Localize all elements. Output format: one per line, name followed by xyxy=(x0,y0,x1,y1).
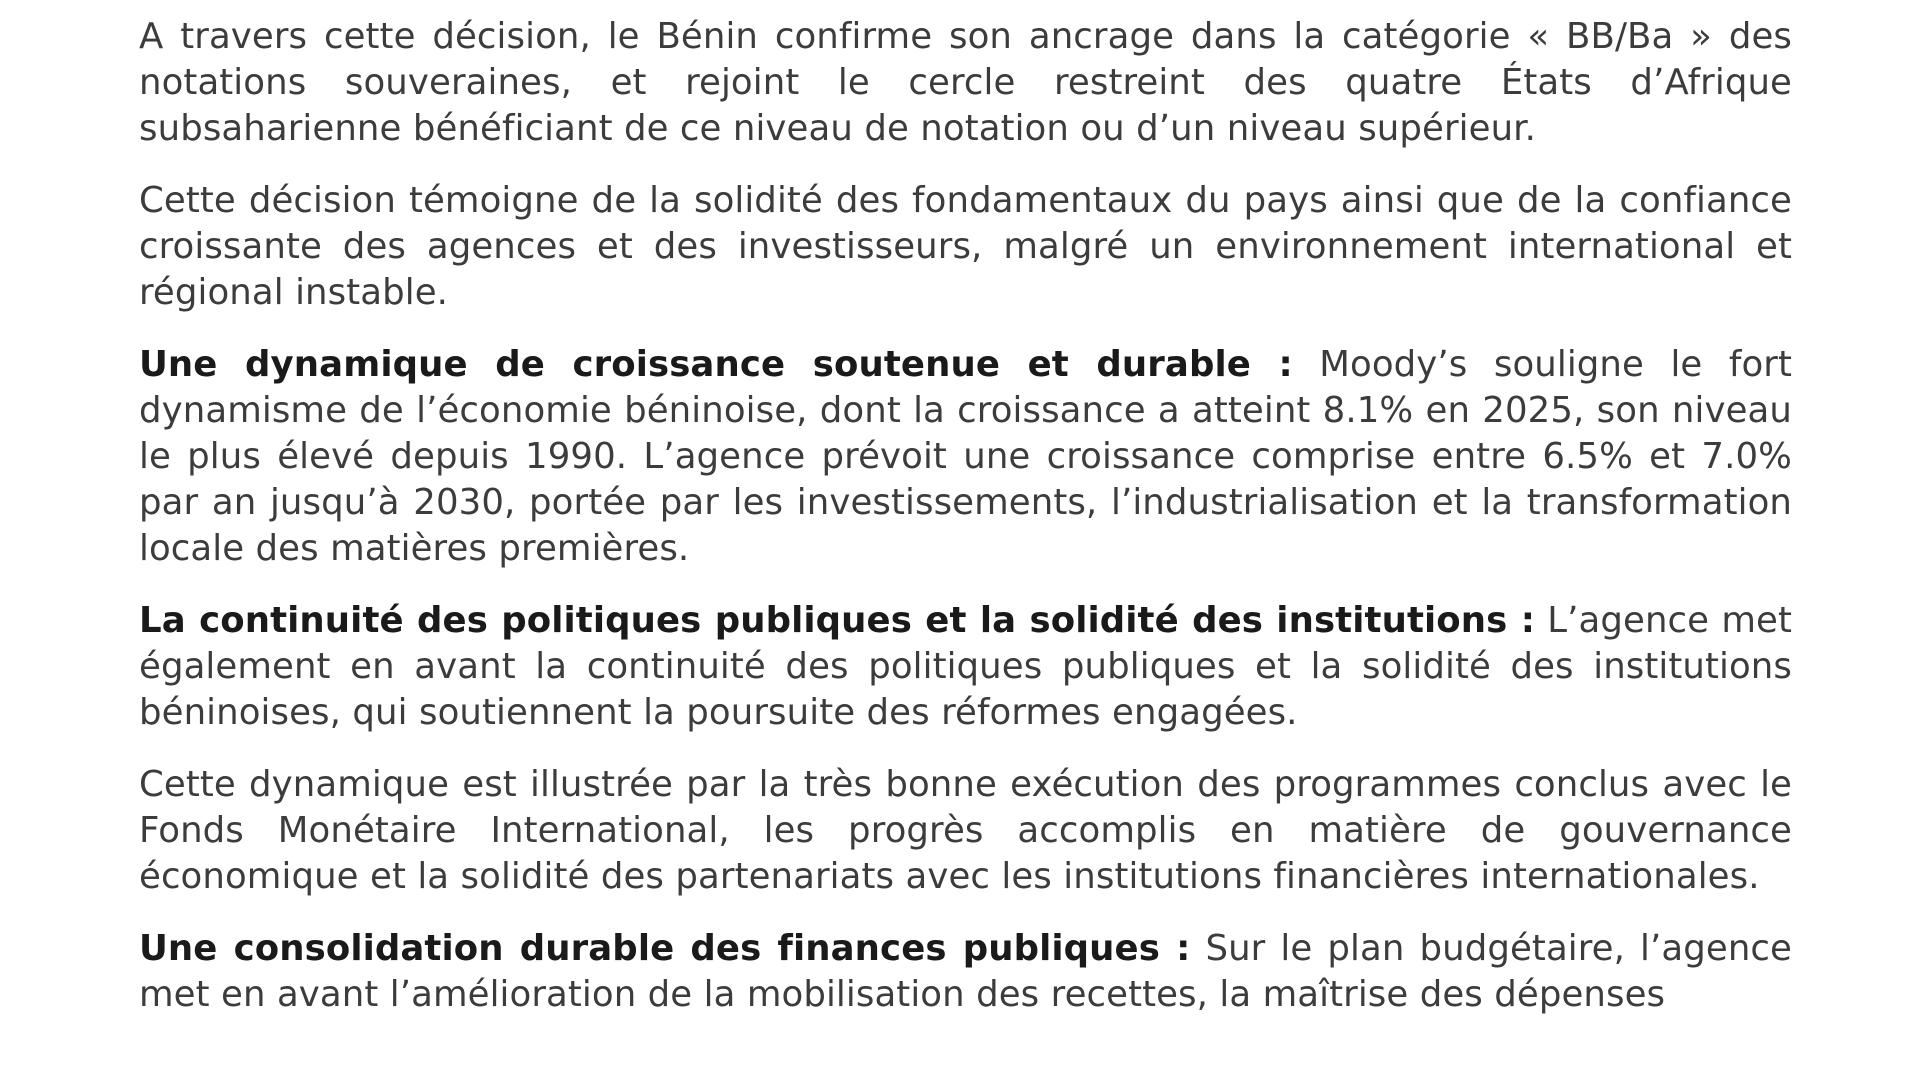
paragraph-lead-heading: La continuité des politiques publiques et la solidité des institutions : xyxy=(139,600,1536,641)
paragraph-institutions xyxy=(139,598,1792,736)
paragraph-imf-programs xyxy=(139,762,1792,900)
paragraph-lead-heading: Une dynamique de croissance soutenue et durable : xyxy=(139,344,1293,385)
paragraph-confidence xyxy=(139,178,1792,316)
document-body xyxy=(139,14,1792,1044)
paragraph-text: Sur le plan budgétaire, l’agence met en avant l’amélioration de la mobilisation des recettes, la maîtrise des dépenses xyxy=(139,928,1792,1015)
paragraph-text: Cette dynamique est illustrée par la très bonne exécution des programmes conclus avec le Fonds Monétaire International, les progrès accomplis en matière de gouvernance économique et la solidité des partenariats avec les institutions financières internationales. xyxy=(139,764,1792,897)
paragraph-text: Cette décision témoigne de la solidité des fondamentaux du pays ainsi que de la confiance croissante des agences et des investisseurs, malgré un environnement international et régional instable. xyxy=(139,180,1792,313)
paragraph-growth xyxy=(139,342,1792,572)
paragraph-bb-rating xyxy=(139,14,1792,152)
paragraph-lead-heading: Une consolidation durable des finances publiques : xyxy=(139,928,1191,969)
paragraph-text: Moody’s souligne le fort dynamisme de l’économie béninoise, dont la croissance a atteint 8.1% en 2025, son niveau le plus élevé depuis 1990. L’agence prévoit une croissance comprise entre 6.5% et 7.0% par an jusqu’à 2030, portée par les investissements, l’industrialisation et la transformation locale des matières premières. xyxy=(139,344,1792,569)
paragraph-public-finances xyxy=(139,926,1792,1018)
paragraph-text: L’agence met également en avant la continuité des politiques publiques et la solidité des institutions béninoises, qui soutiennent la poursuite des réformes engagées. xyxy=(139,600,1792,733)
paragraph-text: A travers cette décision, le Bénin confirme son ancrage dans la catégorie « BB/Ba » des notations souveraines, et rejoint le cercle restreint des quatre États d’Afrique subsaharienne bénéficiant de ce niveau de notation ou d’un niveau supérieur. xyxy=(139,16,1792,149)
